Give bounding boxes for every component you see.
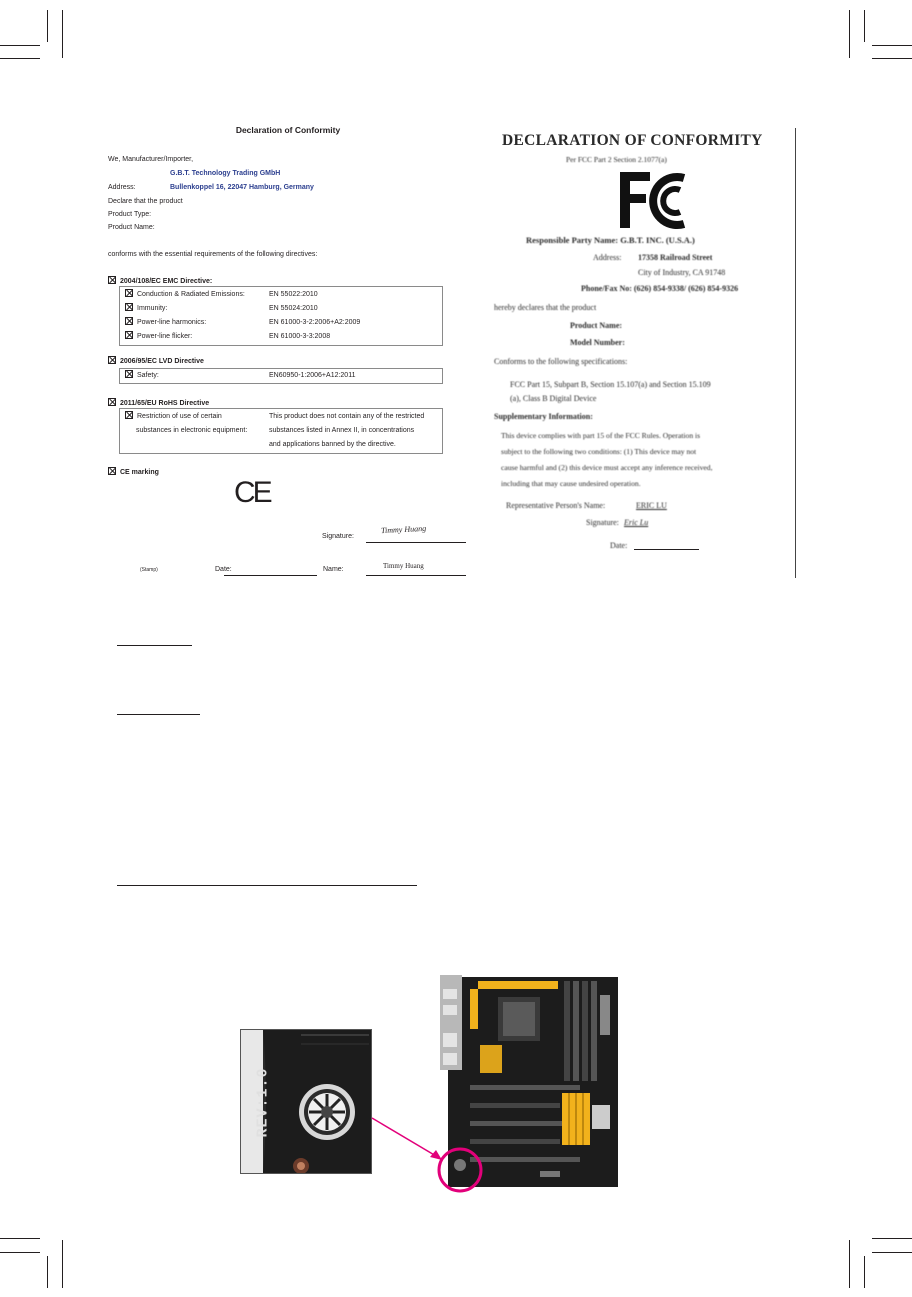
rohs-value: substances listed in Annex II, in concentrations: [269, 427, 415, 434]
checked-box-icon: [125, 331, 133, 339]
fcc-address-2: City of Industry, CA 91748: [638, 268, 726, 277]
emc-item-value: EN 55022:2010: [269, 291, 318, 298]
fcc-logo-icon: [614, 168, 704, 232]
ce-company: G.B.T. Technology Trading GMbH: [170, 170, 281, 177]
ce-title: Declaration of Conformity: [235, 125, 341, 135]
checked-box-icon: [108, 356, 116, 364]
rev-zoom-inset: [240, 1029, 372, 1174]
fcc-spec-1: FCC Part 15, Subpart B, Section 15.107(a) and Section 15.109: [510, 380, 711, 389]
checked-box-icon: [125, 370, 133, 378]
rohs-value: This product does not contain any of the restricted: [269, 413, 425, 420]
fcc-address-1: 17358 Railroad Street: [638, 253, 713, 262]
rev-label: REV:1.0: [254, 1067, 272, 1138]
rohs-item: Restriction of use of certain: [125, 410, 222, 424]
ce-product-type-label: Product Type:: [108, 211, 152, 218]
fcc-date-label: Date:: [610, 541, 628, 550]
emc-item: Power-line flicker:: [125, 330, 192, 344]
checked-box-icon: [108, 467, 116, 475]
checked-box-icon: [125, 317, 133, 325]
fcc-rep-value: ERIC LU: [636, 501, 667, 510]
fcc-subtitle: Per FCC Part 2 Section 2.1077(a): [566, 155, 667, 164]
fcc-info: including that may cause undesired operation.: [501, 479, 641, 488]
fcc-conforms: Conforms to the following specifications:: [494, 357, 628, 366]
fcc-signature-label: Signature:: [586, 518, 619, 527]
emc-item: Immunity:: [125, 302, 167, 316]
crop-mark: [864, 10, 865, 42]
ce-address-label: Address:: [108, 184, 136, 191]
ce-conforms: conforms with the essential requirements of the following directives:: [108, 251, 318, 258]
fcc-signature-value: Eric Lu: [624, 518, 649, 527]
lvd-heading: 2006/95/EC LVD Directive: [108, 355, 204, 369]
crop-mark: [47, 1256, 48, 1288]
crop-mark: [0, 45, 40, 46]
crop-mark: [872, 1252, 912, 1253]
fcc-rep-label: Representative Person's Name:: [506, 501, 606, 510]
ce-marking: CE marking: [108, 466, 159, 480]
callout-arrow-icon: [360, 1110, 500, 1205]
crop-mark: [0, 1252, 40, 1253]
fcc-info: cause harmful and (2) this device must accept any inference received,: [501, 463, 713, 472]
ce-declare: Declare that the product: [108, 198, 183, 205]
crop-mark: [849, 10, 850, 58]
checked-box-icon: [108, 276, 116, 284]
rohs-heading: 2011/65/EU RoHS Directive: [108, 397, 209, 411]
handwritten-signature: Timmy Huang: [380, 523, 427, 536]
fcc-info: subject to the following two conditions: (1) This device may not: [501, 447, 697, 456]
name-line: [366, 575, 466, 576]
ce-address: Bullenkoppel 16, 22047 Hamburg, Germany: [170, 184, 314, 191]
checked-box-icon: [125, 411, 133, 419]
underline-rule: [117, 885, 417, 886]
fcc-address-label: Address:: [593, 253, 622, 262]
ce-intro: We, Manufacturer/Importer,: [108, 156, 194, 163]
emc-item: Power-line harmonics:: [125, 316, 206, 330]
emc-item-value: EN 55024:2010: [269, 305, 318, 312]
checked-box-icon: [125, 303, 133, 311]
ce-product-name-label: Product Name:: [108, 224, 155, 231]
checked-box-icon: [125, 289, 133, 297]
emc-item: Conduction & Radiated Emissions:: [125, 288, 245, 302]
underline-rule: [117, 714, 200, 715]
crop-mark: [0, 58, 40, 59]
stamp-label: (Stamp): [140, 567, 158, 573]
fcc-info: This device complies with part 15 of the FCC Rules. Operation is: [501, 431, 701, 440]
signature-line: [366, 542, 466, 543]
crop-mark: [872, 45, 912, 46]
fcc-date-line: [634, 549, 699, 550]
fcc-supplementary: Supplementary Information:: [494, 412, 593, 421]
emc-item-value: EN 61000-3-3:2008: [269, 333, 331, 340]
fcc-border: [795, 128, 797, 578]
date-label: Date:: [215, 566, 232, 573]
crop-mark: [872, 1238, 912, 1239]
name-label: Name:: [323, 566, 344, 573]
fcc-hereby: hereby declares that the product: [494, 303, 597, 312]
crop-mark: [62, 1240, 63, 1288]
crop-mark: [849, 1240, 850, 1288]
fcc-title: DECLARATION OF CONFORMITY: [502, 132, 763, 149]
crop-mark: [872, 58, 912, 59]
crop-mark: [864, 1256, 865, 1288]
fcc-product-name: Product Name:: [570, 321, 623, 330]
underline-rule: [117, 645, 192, 646]
emc-heading: 2004/108/EC EMC Directive:: [108, 275, 212, 289]
fcc-responsible-party: Responsible Party Name: G.B.T. INC. (U.S.A.): [526, 235, 695, 245]
date-line: [224, 575, 317, 576]
fcc-phone: Phone/Fax No: (626) 854-9338/ (626) 854-9326: [581, 284, 739, 293]
lvd-item: Safety:: [125, 369, 159, 383]
rohs-value: and applications banned by the directive.: [269, 441, 396, 448]
fcc-model-number: Model Number:: [570, 338, 625, 347]
lvd-value: EN60950-1:2006+A12:2011: [269, 372, 356, 379]
crop-mark: [62, 10, 63, 58]
fcc-declaration: [486, 128, 796, 578]
signer-name: Timmy Huang: [383, 562, 424, 570]
rohs-item-cont: substances in electronic equipment:: [136, 427, 248, 434]
crop-mark: [0, 1238, 40, 1239]
emc-item-value: EN 61000-3-2:2006+A2:2009: [269, 319, 361, 326]
signature-label: Signature:: [322, 533, 354, 540]
fcc-spec-2: (a), Class B Digital Device: [510, 394, 597, 403]
crop-mark: [47, 10, 48, 42]
checked-box-icon: [108, 398, 116, 406]
ce-logo-icon: CE: [234, 476, 270, 509]
